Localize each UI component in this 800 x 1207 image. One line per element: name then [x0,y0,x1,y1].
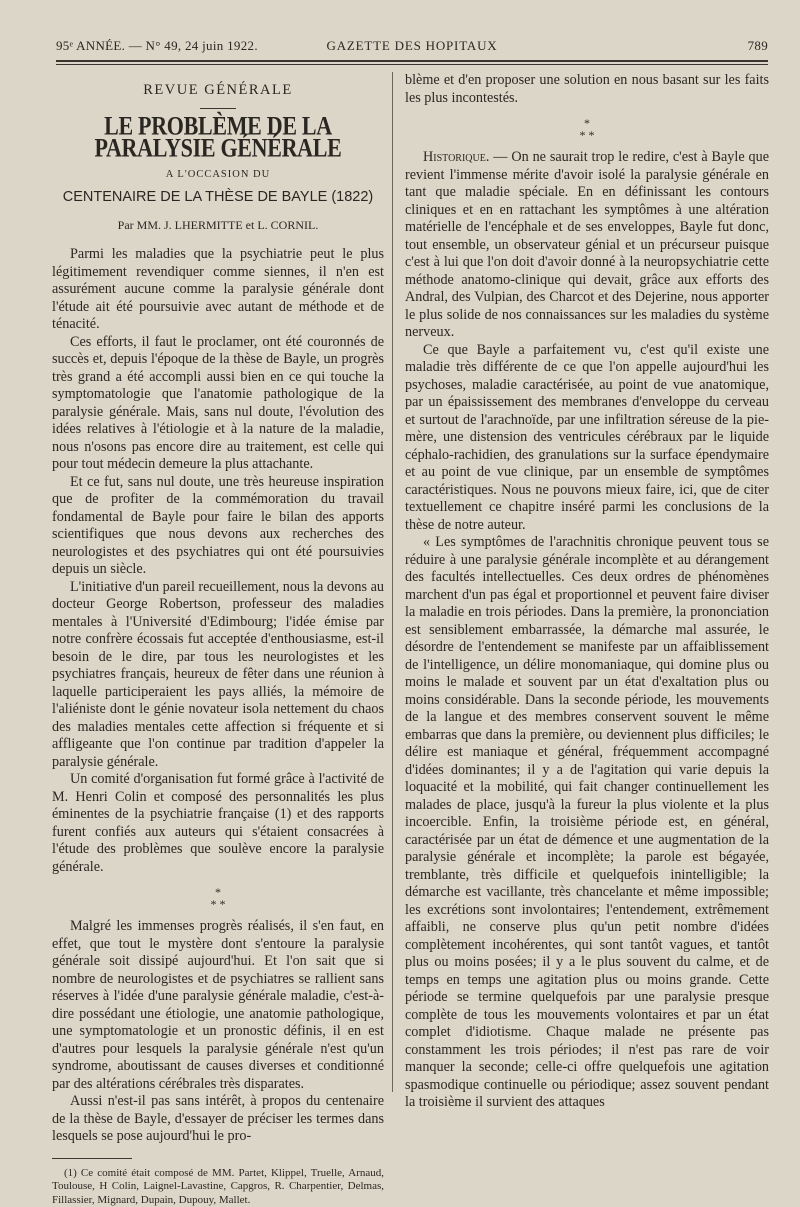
paragraph: Aussi n'est-il pas sans intérêt, à propos du centenaire de la thèse de Bayle, d'essayer de préciser les termes dans lesquels se pose aujourd'hui le pro- [52,1093,384,1146]
occasion-line: A L'OCCASION DU [52,166,384,184]
paragraph: Ce que Bayle a parfaitement vu, c'est qu'il existe une maladie très différente de ce que l'on appelle aujourd'hui les psychoses, maladie caractérisée, au point de vue anatomique, par un épaississement des membranes d'enveloppe du cerveau et surtout de l'arachnoïde, par une infiltration séreuse de la pie-mère, une distension des ventricules cérébraux par le liquide céphalo-rachidien, des granulations sur la surface épendymaire et au point de vue clinique, par un ensemble de symptômes caractéristiques. Nous ne pouvons mieux faire, ici, que de citer textuellement ce chapitre inséré parmi les conclusions de la thèse de notre auteur. [405,342,769,535]
paragraph: Et ce fut, sans nul doute, une très heureuse inspiration que de profiter de la commémoration du travail fondamental de Bayle pour faire le bilan des apports scientifiques que nous devons aux recherches des neurologistes et des psychiatres qui ont été poursuivies depuis un siècle. [52,474,384,579]
paragraph: Malgré les immenses progrès réalisés, il s'en faut, en effet, que tout le mystère dont s'entoure la paralysie générale soit dissipé aujourd'hui. Et l'on sait que si nombre de neurologistes et de psychiatres se rallient sans réserves à l'idée d'une paralysie générale maladie, c'est-à-dire possédant une étiologie, une anatomie pathologique, une symptomatologie et un pronostic définis, il en est d'autres pour lesquels la paralysie générale n'est qu'un syndrome, aboutissant de causes diverses et conditionné par des altérations cérébrales très disparates. [52,918,384,1093]
left-column [52,72,384,1207]
paragraph: blème et d'en proposer une solution en nous basant sur les faits les plus incontestés. [405,72,769,107]
historique-text: — On ne saurait trop le redire, c'est à Bayle que revient l'immense mérite d'avoir isolé la paralysie générale en tant que maladie spéciale. En en définissant les contours cliniques et en en rattachant les symptômes à une altération matérielle de l'encéphale et de ses enveloppes, Bayle fut donc, tout ensemble, un observateur génial et un précurseur puisque c'est à lui que l'on doit d'avoir donné à la neuropsychiatrie cette méthode anatomo-clinique qui devait, grâce aux efforts des Andral, des Vulpian, des Charcot et des Dejerine, nous apporter le plus solide de nos connaissances sur les maladies du système nerveux. [405,149,769,340]
section-stars: * * * [405,117,769,141]
header-rule-thin [56,64,768,65]
paragraph: Un comité d'organisation fut formé grâce à l'activité de M. Henri Colin et composé des personnalités les plus éminentes de la psychiatrie française (1) et des rapports furent confiés aux auteurs qui s'étaient consacrées à l'étude des problèmes que soulève encore la paralysie générale. [52,771,384,876]
subtitle: CENTENAIRE DE LA THÈSE DE BAYLE (1822) [52,189,384,207]
issue-info: 95ᵉ ANNÉE. — N° 49, 24 juin 1922. [56,38,258,54]
column-divider [392,72,393,1092]
historique-label: Historique. [423,149,489,165]
paragraph: L'initiative d'un pareil recueillement, nous la devons au docteur George Robertson, professeur des maladies mentales à l'Université d'Edimbourg; l'idée émise par notre confrère écossais fut acceptée d'enthousiasme, est-il besoin de le dire, par tous les neurologistes et les psychiatres français, heureux de fêter dans une réunion à laquelle participeraient les pays alliés, la mémoire de l'aliéniste dont le génie novateur isola nettement du chaos des maladies mentales cette affection si fréquente et si affligeante que l'on continue par tradition d'appeler la paralysie générale. [52,579,384,772]
paragraph: Ces efforts, il faut le proclamer, ont été couronnés de succès et, depuis l'époque de la thèse de Bayle, un progrès très grand a été accompli aussi bien en ce qui touche la symptomatologie que l'anatomie pathologique de la paralysie générale. Mais, sans nul doute, l'évolution des idées relatives à l'étiologie et à la nature de la maladie, nous n'osons pas encore dire au traitement, est celle qui pour tout médecin demeure la plus attachante. [52,334,384,474]
right-column [405,72,769,1112]
footnote: (1) Ce comité était composé de MM. Partet, Klippel, Truelle, Arnaud, Toulouse, H Colin, Laignel-Lavastine, Capgros, R. Charpentier, Delmas, Fillassier, Mignard, Dupain, Dupouy, Mallet. [52,1167,384,1207]
article-title: LE PROBLÈME DE LA PARALYSIE GÉNÉRALE [52,115,384,157]
section-label: REVUE GÉNÉRALE [52,82,384,100]
paragraph: Parmi les maladies que la psychiatrie peut le plus légitimement revendiquer comme siennes, il n'en est assurément aucune comme la paralysie générale dont l'étude ait été poursuivie avec autant de méthode et de ténacité. [52,246,384,334]
paragraph [405,149,769,342]
footnote-rule [52,1158,132,1159]
paragraph: « Les symptômes de l'arachnitis chronique peuvent tous se réduire à une paralysie générale incomplète et au dérangement des facultés intellectuelles. Ces deux ordres de phénomènes marchent d'un pas égal et proportionnel et peuvent faire diviser la maladie en trois périodes. Dans la première, la prononciation est sensiblement embarrassée, la démarche mal assurée, le désordre de l'entendement se manifeste par un affaiblissement de l'intelligence, un délire monomaniaque, qui domine plus ou moins le malade et souvent par un état d'exaltation plus ou moins considérable. Dans la seconde période, les mouvements de la langue et des membres conservent souvent le même embarras que dans la première, ou deviennent plus difficiles; le délire est maniaque et général, fréquemment accompagné d'idées dominantes; il y a de l'agitation qui varie depuis la loquacité et la mobilité, qui fait changer continuellement les malades de place, jusqu'à la fureur la plus violente et la plus incoercible. Enfin, la troisième période est, en général, caractérisée par un état de démence et une augmentation de la paralysie générale et incomplète; la parole est bégayée, tremblante, très difficile et quelquefois inintelligible; la démarche est vacillante, très chancelante et même impossible; les excrétions sont involontaires; l'entendement, extrêmement affaibli, ne conserve plus qu'un petit nombre d'idées complètement incohérentes, qui sont tantôt vagues, et tantôt plus ou moins posées; il y a le plus souvent du calme, et de temps en temps une agitation plus ou moins grande. Cette période se termine quelquefois par une paralysie presque complète de tous les mouvements volontaires et par un état complet d'idiotisme. Chaque malade ne présente pas constamment les trois périodes; il n'est pas rare de voir manquer la seconde; celle-ci offre quelquefois une agitation spasmodique continuelle ou périodique; assez souvent pendant la troisième il survient des attaques [405,534,769,1112]
byline: Par MM. J. LHERMITTE et L. CORNIL. [52,217,384,235]
header-rule [56,60,768,62]
section-rule [200,108,236,109]
page-number: 789 [748,38,768,54]
running-header [56,34,768,56]
section-stars: * * * [52,886,384,910]
journal-title: GAZETTE DES HOPITAUX [56,38,768,54]
